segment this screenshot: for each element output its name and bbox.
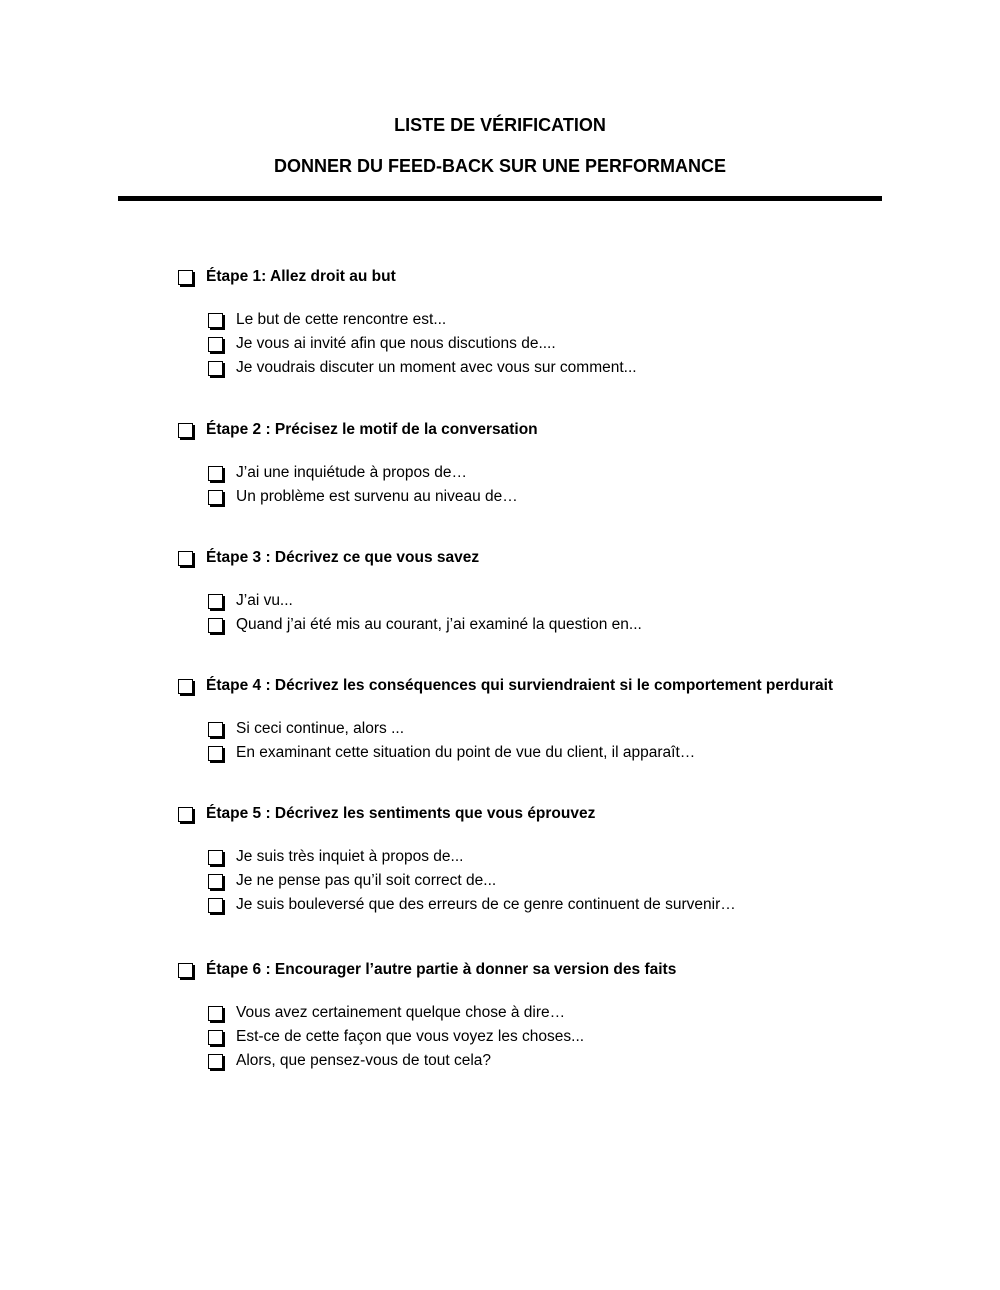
item-label: Si ceci continue, alors ... bbox=[236, 720, 404, 737]
item-label: Je ne pense pas qu’il soit correct de... bbox=[236, 872, 497, 889]
checklist-item[interactable] bbox=[208, 893, 736, 917]
item-label: Un problème est survenu au niveau de… bbox=[236, 488, 518, 505]
checkbox-icon[interactable] bbox=[208, 1054, 223, 1069]
checkbox-icon[interactable] bbox=[208, 361, 223, 376]
checkbox-icon[interactable] bbox=[208, 722, 223, 737]
checkbox-icon[interactable] bbox=[178, 423, 193, 438]
step-title: Étape 2 : Précisez le motif de la conversation bbox=[206, 421, 538, 438]
checklist-item[interactable] bbox=[208, 461, 538, 485]
checkbox-icon[interactable] bbox=[208, 490, 223, 505]
checkbox-icon[interactable] bbox=[208, 898, 223, 913]
step-3 bbox=[178, 547, 642, 637]
item-label: Je vous ai invité afin que nous discutions de.... bbox=[236, 335, 556, 352]
checklist-item[interactable] bbox=[208, 741, 833, 765]
checkbox-icon[interactable] bbox=[178, 679, 193, 694]
step-6 bbox=[178, 959, 676, 1073]
item-label: J’ai vu... bbox=[236, 592, 293, 609]
step-3-header[interactable] bbox=[178, 547, 642, 569]
checklist-item[interactable] bbox=[208, 356, 637, 380]
item-label: Alors, que pensez-vous de tout cela? bbox=[236, 1052, 492, 1069]
checkbox-icon[interactable] bbox=[178, 270, 193, 285]
checklist-item[interactable] bbox=[208, 589, 642, 613]
step-title: Étape 1: Allez droit au but bbox=[206, 268, 396, 285]
item-label: En examinant cette situation du point de vue du client, il apparaît… bbox=[236, 744, 696, 761]
step-5-header[interactable] bbox=[178, 803, 736, 825]
step-2 bbox=[178, 419, 538, 509]
checkbox-icon[interactable] bbox=[208, 1030, 223, 1045]
checklist-item[interactable] bbox=[208, 1001, 676, 1025]
checklist-item[interactable] bbox=[208, 869, 736, 893]
checklist-item[interactable] bbox=[208, 613, 642, 637]
document-title: LISTE DE VÉRIFICATION bbox=[394, 115, 606, 135]
checkbox-icon[interactable] bbox=[208, 313, 223, 328]
step-4-header[interactable] bbox=[178, 675, 833, 697]
checkbox-icon[interactable] bbox=[208, 746, 223, 761]
checkbox-icon[interactable] bbox=[208, 618, 223, 633]
checklist-item[interactable] bbox=[208, 717, 833, 741]
step-4 bbox=[178, 675, 833, 765]
step-2-header[interactable] bbox=[178, 419, 538, 441]
checklist-item[interactable] bbox=[208, 845, 736, 869]
checklist-item[interactable] bbox=[208, 1049, 676, 1073]
item-label: Est-ce de cette façon que vous voyez les choses... bbox=[236, 1028, 585, 1045]
checklist-item[interactable] bbox=[208, 308, 637, 332]
checkbox-icon[interactable] bbox=[208, 466, 223, 481]
step-items bbox=[208, 589, 642, 637]
step-title: Étape 4 : Décrivez les conséquences qui surviendraient si le comportement perdurait bbox=[206, 677, 834, 694]
checkbox-icon[interactable] bbox=[208, 1006, 223, 1021]
item-label: Je suis bouleversé que des erreurs de ce genre continuent de survenir… bbox=[236, 896, 736, 913]
item-label: J’ai une inquiétude à propos de… bbox=[236, 464, 467, 481]
checkbox-icon[interactable] bbox=[208, 594, 223, 609]
step-title: Étape 3 : Décrivez ce que vous savez bbox=[206, 549, 480, 566]
step-1-header[interactable] bbox=[178, 266, 637, 288]
step-1 bbox=[178, 266, 637, 380]
item-label: Quand j’ai été mis au courant, j’ai examiné la question en... bbox=[236, 616, 642, 633]
item-label: Je voudrais discuter un moment avec vous sur comment... bbox=[236, 359, 637, 376]
step-items bbox=[208, 845, 736, 917]
step-6-header[interactable] bbox=[178, 959, 676, 981]
step-items bbox=[208, 1001, 676, 1073]
item-label: Vous avez certainement quelque chose à dire… bbox=[236, 1004, 566, 1021]
checkbox-icon[interactable] bbox=[208, 874, 223, 889]
step-title: Étape 5 : Décrivez les sentiments que vous éprouvez bbox=[206, 805, 596, 822]
step-items bbox=[208, 308, 637, 380]
checklist-item[interactable] bbox=[208, 1025, 676, 1049]
checkbox-icon[interactable] bbox=[178, 551, 193, 566]
step-5 bbox=[178, 803, 736, 917]
checklist-item[interactable] bbox=[208, 485, 538, 509]
header-divider bbox=[118, 196, 882, 201]
checkbox-icon[interactable] bbox=[178, 963, 193, 978]
step-items bbox=[208, 461, 538, 509]
checkbox-icon[interactable] bbox=[208, 337, 223, 352]
document-subtitle: DONNER DU FEED-BACK SUR UNE PERFORMANCE bbox=[273, 156, 726, 176]
checkbox-icon[interactable] bbox=[208, 850, 223, 865]
item-label: Le but de cette rencontre est... bbox=[236, 311, 447, 328]
item-label: Je suis très inquiet à propos de... bbox=[236, 848, 464, 865]
checkbox-icon[interactable] bbox=[178, 807, 193, 822]
step-items bbox=[208, 717, 833, 765]
checklist-item[interactable] bbox=[208, 332, 637, 356]
step-title: Étape 6 : Encourager l’autre partie à donner sa version des faits bbox=[206, 961, 677, 978]
